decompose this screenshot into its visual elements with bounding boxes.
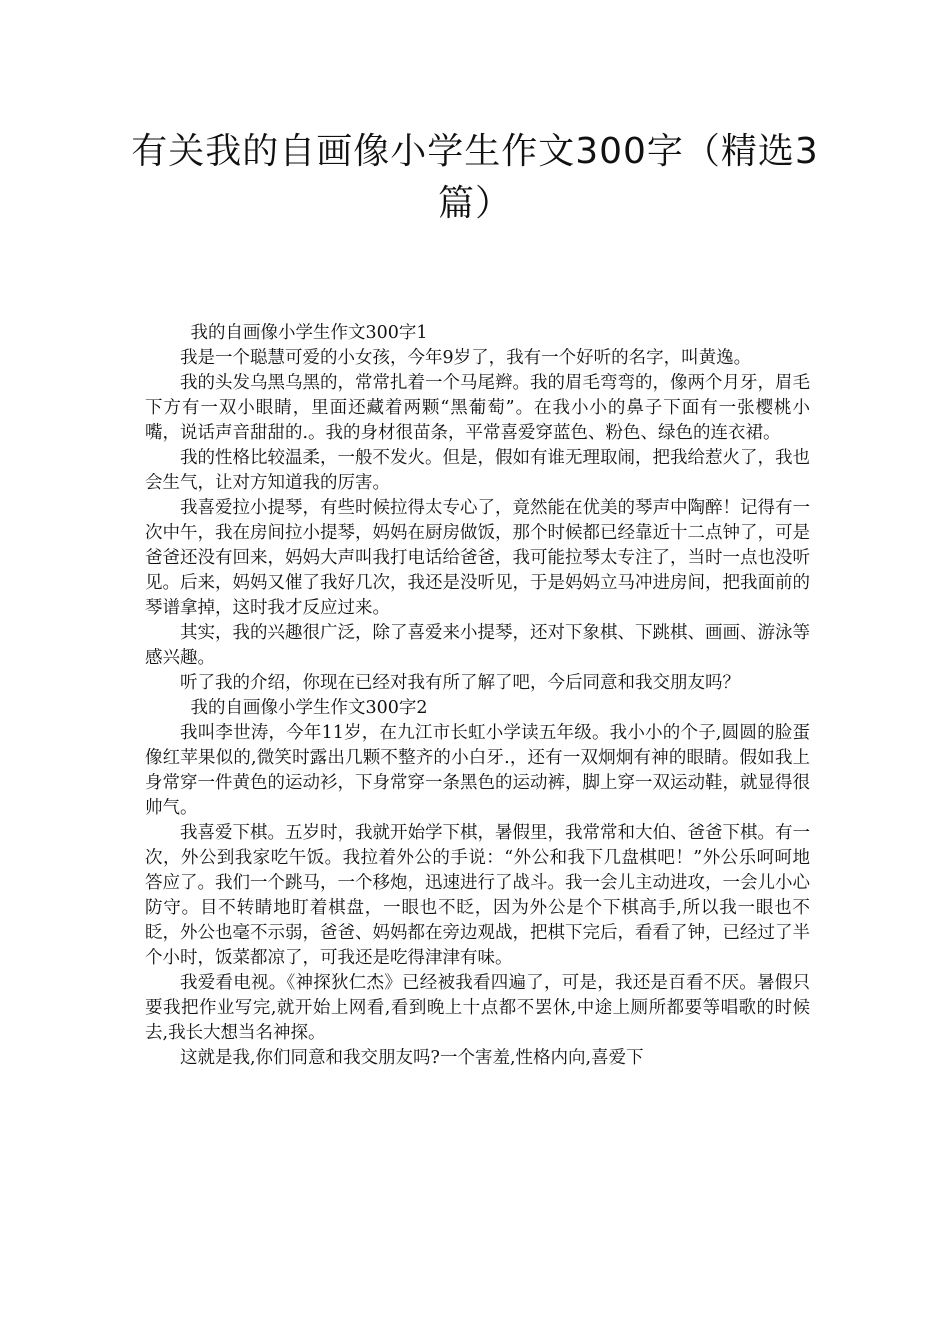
paragraph: 我的性格比较温柔，一般不发火。但是，假如有谁无理取闹，把我给惹火了，我也会生气，让对方知道我的厉害。 [145, 448, 810, 493]
section-heading-1: 我的自画像小学生作文300字1 [190, 323, 428, 343]
paragraph: 我叫李世涛，今年11岁，在九江市长虹小学读五年级。我小小的个子,圆圆的脸蛋像红苹果似的,微笑时露出几颗不整齐的小白牙.，还有一双炯炯有神的眼睛。假如我上身常穿一件黄色的运动衫，下身常穿一条黑色的运动裤，脚上穿一双运动鞋，就显得很帅气。 [145, 723, 810, 818]
document-title: 有关我的自画像小学生作文300字（精选3篇） [131, 131, 819, 224]
paragraph: 听了我的介绍，你现在已经对我有所了解了吧，今后同意和我交朋友吗？ [180, 673, 740, 693]
paragraph: 其实，我的兴趣很广泛，除了喜爱来小提琴，还对下象棋、下跳棋、画画、游泳等感兴趣。 [145, 623, 810, 668]
paragraph: 我喜爱下棋。五岁时，我就开始学下棋，暑假里，我常常和大伯、爸爸下棋。有一次，外公到我家吃午饭。我拉着外公的手说：“外公和我下几盘棋吧！”外公乐呵呵地答应了。我们一个跳马，一个移炮，迅速进行了战斗。我一会儿主动进攻，一会儿小心防守。目不转睛地盯着棋盘，一眼也不眨，因为外公是个下棋高手,所以我一眼也不眨，外公也毫不示弱，爸爸、妈妈都在旁边观战，把棋下完后，看看了钟，已经过了半个小时，饭菜都凉了，可我还是吃得津津有味。 [145, 823, 810, 968]
document-body [145, 321, 810, 1071]
paragraph: 我的头发乌黑乌黑的，常常扎着一个马尾辫。我的眉毛弯弯的，像两个月牙，眉毛下方有一双小眼睛，里面还藏着两颗“黑葡萄”。在我小小的鼻子下面有一张樱桃小嘴，说话声音甜甜的.。我的身材很苗条，平常喜爱穿蓝色、粉色、绿色的连衣裙。 [145, 373, 810, 443]
paragraph: 这就是我,你们同意和我交朋友吗?一个害羞,性格内向,喜爱下 [180, 1048, 644, 1068]
section-heading-2: 我的自画像小学生作文300字2 [190, 698, 428, 718]
paragraph: 我喜爱拉小提琴，有些时候拉得太专心了，竟然能在优美的琴声中陶醉！记得有一次中午，我在房间拉小提琴，妈妈在厨房做饭，那个时候都已经靠近十二点钟了，可是爸爸还没有回来，妈妈大声叫我打电话给爸爸，我可能拉琴太专注了，当时一点也没听见。后来，妈妈又催了我好几次，我还是没听见，于是妈妈立马冲进房间，把我面前的琴谱拿掉，这时我才反应过来。 [145, 498, 810, 618]
paragraph: 我是一个聪慧可爱的小女孩，今年9岁了，我有一个好听的名字，叫黄逸。 [180, 348, 752, 368]
paragraph: 我爱看电视。《神探狄仁杰》已经被我看四遍了，可是，我还是百看不厌。暑假只要我把作业写完,就开始上网看,看到晚上十点都不罢休,中途上厕所都要等唱歌的时候去,我长大想当名神探。 [145, 973, 810, 1043]
